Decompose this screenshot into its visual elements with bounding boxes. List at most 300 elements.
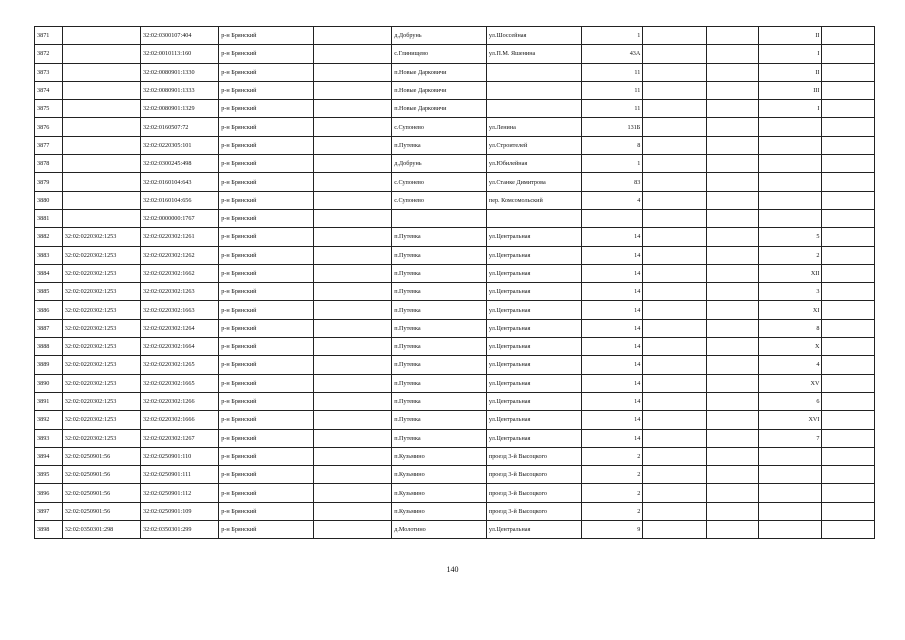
premises-cell: [758, 155, 822, 173]
extra-cell: [822, 155, 875, 173]
municipality-cell: [313, 100, 391, 118]
district-cell: р-н Брянский: [219, 173, 314, 191]
municipality-cell: [313, 209, 391, 227]
street-cell: ул.Центральная: [486, 338, 581, 356]
parent-cadastral-number-cell: 32:02:0250901:56: [62, 466, 140, 484]
building-cell: [643, 45, 707, 63]
district-cell: р-н Брянский: [219, 521, 314, 539]
district-cell: р-н Брянский: [219, 411, 314, 429]
parent-cadastral-number-cell: 32:02:0220302:1253: [62, 228, 140, 246]
parent-cadastral-number-cell: [62, 209, 140, 227]
table-row: [35, 447, 875, 465]
district-cell: р-н Брянский: [219, 338, 314, 356]
municipality-cell: [313, 502, 391, 520]
table-row: [35, 374, 875, 392]
parent-cadastral-number-cell: [62, 45, 140, 63]
row-number-cell: 3892: [35, 411, 63, 429]
row-number-cell: 3888: [35, 338, 63, 356]
house-cell: 4: [581, 191, 643, 209]
register-table: [34, 26, 875, 539]
district-cell: р-н Брянский: [219, 484, 314, 502]
street-cell: [486, 100, 581, 118]
table-row: [35, 45, 875, 63]
house-cell: 1: [581, 27, 643, 45]
extra-cell: [822, 429, 875, 447]
parent-cadastral-number-cell: [62, 173, 140, 191]
building-cell: [643, 521, 707, 539]
municipality-cell: [313, 246, 391, 264]
locality-cell: п.Путевка: [392, 356, 487, 374]
house-cell: 14: [581, 356, 643, 374]
extra-cell: [822, 447, 875, 465]
cadastral-number-cell: 32:02:0220302:1267: [141, 429, 219, 447]
cadastral-number-cell: 32:02:0220302:1662: [141, 264, 219, 282]
locality-cell: п.Кузьмино: [392, 447, 487, 465]
district-cell: р-н Брянский: [219, 392, 314, 410]
locality-cell: с.Глинищево: [392, 45, 487, 63]
street-cell: ул.Шоссейная: [486, 27, 581, 45]
parent-cadastral-number-cell: [62, 155, 140, 173]
structure-cell: [707, 319, 758, 337]
extra-cell: [822, 319, 875, 337]
extra-cell: [822, 173, 875, 191]
structure-cell: [707, 191, 758, 209]
structure-cell: [707, 155, 758, 173]
row-number-cell: 3894: [35, 447, 63, 465]
locality-cell: п.Путевка: [392, 392, 487, 410]
municipality-cell: [313, 27, 391, 45]
district-cell: р-н Брянский: [219, 246, 314, 264]
house-cell: 14: [581, 283, 643, 301]
table-row: [35, 264, 875, 282]
row-number-cell: 3896: [35, 484, 63, 502]
building-cell: [643, 301, 707, 319]
cadastral-number-cell: 32:02:0160507:72: [141, 118, 219, 136]
municipality-cell: [313, 63, 391, 81]
cadastral-number-cell: 32:02:0250901:109: [141, 502, 219, 520]
table-row: [35, 356, 875, 374]
structure-cell: [707, 502, 758, 520]
building-cell: [643, 319, 707, 337]
extra-cell: [822, 392, 875, 410]
locality-cell: п.Путевка: [392, 374, 487, 392]
parent-cadastral-number-cell: [62, 191, 140, 209]
house-cell: 14: [581, 374, 643, 392]
house-cell: [581, 209, 643, 227]
parent-cadastral-number-cell: 32:02:0350301:298: [62, 521, 140, 539]
cadastral-number-cell: 32:02:0220302:1262: [141, 246, 219, 264]
table-row: [35, 338, 875, 356]
table-row: [35, 484, 875, 502]
building-cell: [643, 155, 707, 173]
cadastral-number-cell: 32:02:0160104:643: [141, 173, 219, 191]
locality-cell: п.Путевка: [392, 411, 487, 429]
table-row: [35, 81, 875, 99]
municipality-cell: [313, 264, 391, 282]
locality-cell: п.Кузьмино: [392, 484, 487, 502]
table-row: [35, 283, 875, 301]
building-cell: [643, 356, 707, 374]
building-cell: [643, 338, 707, 356]
cadastral-number-cell: 32:02:0220302:1265: [141, 356, 219, 374]
table-row: [35, 246, 875, 264]
locality-cell: п.Путевка: [392, 283, 487, 301]
structure-cell: [707, 429, 758, 447]
district-cell: р-н Брянский: [219, 283, 314, 301]
locality-cell: п.Новые Дарковичи: [392, 63, 487, 81]
building-cell: [643, 63, 707, 81]
parent-cadastral-number-cell: 32:02:0220302:1253: [62, 301, 140, 319]
structure-cell: [707, 521, 758, 539]
extra-cell: [822, 338, 875, 356]
building-cell: [643, 429, 707, 447]
municipality-cell: [313, 484, 391, 502]
extra-cell: [822, 484, 875, 502]
parent-cadastral-number-cell: [62, 63, 140, 81]
cadastral-number-cell: 32:02:0250901:111: [141, 466, 219, 484]
premises-cell: I: [758, 45, 822, 63]
cadastral-number-cell: 32:02:0220305:101: [141, 136, 219, 154]
extra-cell: [822, 521, 875, 539]
cadastral-number-cell: 32:02:0080901:1330: [141, 63, 219, 81]
parent-cadastral-number-cell: 32:02:0220302:1253: [62, 429, 140, 447]
district-cell: р-н Брянский: [219, 191, 314, 209]
table-row: [35, 392, 875, 410]
parent-cadastral-number-cell: 32:02:0220302:1253: [62, 246, 140, 264]
house-cell: 14: [581, 228, 643, 246]
parent-cadastral-number-cell: [62, 118, 140, 136]
row-number-cell: 3886: [35, 301, 63, 319]
cadastral-number-cell: 32:02:0160104:656: [141, 191, 219, 209]
structure-cell: [707, 356, 758, 374]
table-row: [35, 319, 875, 337]
building-cell: [643, 173, 707, 191]
table-row: [35, 521, 875, 539]
cadastral-number-cell: 32:02:0350301:299: [141, 521, 219, 539]
structure-cell: [707, 484, 758, 502]
cadastral-number-cell: 32:02:0300107:404: [141, 27, 219, 45]
district-cell: р-н Брянский: [219, 264, 314, 282]
street-cell: проезд 3-й Высоцкого: [486, 484, 581, 502]
parent-cadastral-number-cell: 32:02:0220302:1253: [62, 356, 140, 374]
municipality-cell: [313, 429, 391, 447]
locality-cell: п.Путевка: [392, 228, 487, 246]
premises-cell: [758, 118, 822, 136]
row-number-cell: 3880: [35, 191, 63, 209]
extra-cell: [822, 191, 875, 209]
district-cell: р-н Брянский: [219, 209, 314, 227]
street-cell: проезд 3-й Высоцкого: [486, 502, 581, 520]
municipality-cell: [313, 447, 391, 465]
extra-cell: [822, 374, 875, 392]
structure-cell: [707, 392, 758, 410]
row-number-cell: 3885: [35, 283, 63, 301]
extra-cell: [822, 283, 875, 301]
structure-cell: [707, 173, 758, 191]
table-row: [35, 429, 875, 447]
table-row: [35, 173, 875, 191]
structure-cell: [707, 246, 758, 264]
district-cell: р-н Брянский: [219, 118, 314, 136]
building-cell: [643, 392, 707, 410]
structure-cell: [707, 447, 758, 465]
structure-cell: [707, 301, 758, 319]
extra-cell: [822, 118, 875, 136]
municipality-cell: [313, 228, 391, 246]
building-cell: [643, 100, 707, 118]
locality-cell: п.Путевка: [392, 429, 487, 447]
municipality-cell: [313, 301, 391, 319]
street-cell: [486, 81, 581, 99]
building-cell: [643, 27, 707, 45]
building-cell: [643, 209, 707, 227]
district-cell: р-н Брянский: [219, 81, 314, 99]
house-cell: 1: [581, 155, 643, 173]
house-cell: 14: [581, 264, 643, 282]
house-cell: 9: [581, 521, 643, 539]
parent-cadastral-number-cell: 32:02:0250901:56: [62, 484, 140, 502]
municipality-cell: [313, 392, 391, 410]
street-cell: ул.Центральная: [486, 374, 581, 392]
extra-cell: [822, 45, 875, 63]
district-cell: р-н Брянский: [219, 502, 314, 520]
cadastral-number-cell: 32:02:0250901:112: [141, 484, 219, 502]
row-number-cell: 3877: [35, 136, 63, 154]
table-row: [35, 191, 875, 209]
cadastral-number-cell: 32:02:0000000:1767: [141, 209, 219, 227]
extra-cell: [822, 136, 875, 154]
district-cell: р-н Брянский: [219, 447, 314, 465]
district-cell: р-н Брянский: [219, 45, 314, 63]
table-row: [35, 209, 875, 227]
street-cell: ул.Центральная: [486, 228, 581, 246]
table-body: [35, 27, 875, 539]
row-number-cell: 3887: [35, 319, 63, 337]
cadastral-number-cell: 32:02:0300245:498: [141, 155, 219, 173]
structure-cell: [707, 81, 758, 99]
row-number-cell: 3876: [35, 118, 63, 136]
house-cell: 14: [581, 246, 643, 264]
district-cell: р-н Брянский: [219, 429, 314, 447]
street-cell: ул.Центральная: [486, 264, 581, 282]
table-row: [35, 63, 875, 81]
extra-cell: [822, 356, 875, 374]
parent-cadastral-number-cell: 32:02:0220302:1253: [62, 264, 140, 282]
municipality-cell: [313, 319, 391, 337]
municipality-cell: [313, 356, 391, 374]
parent-cadastral-number-cell: [62, 100, 140, 118]
row-number-cell: 3873: [35, 63, 63, 81]
structure-cell: [707, 100, 758, 118]
district-cell: р-н Брянский: [219, 100, 314, 118]
premises-cell: 8: [758, 319, 822, 337]
premises-cell: 5: [758, 228, 822, 246]
building-cell: [643, 283, 707, 301]
building-cell: [643, 246, 707, 264]
extra-cell: [822, 411, 875, 429]
house-cell: 131Б: [581, 118, 643, 136]
cadastral-number-cell: 32:02:0220302:1264: [141, 319, 219, 337]
street-cell: [486, 209, 581, 227]
locality-cell: д.Добрунь: [392, 155, 487, 173]
structure-cell: [707, 466, 758, 484]
district-cell: р-н Брянский: [219, 466, 314, 484]
locality-cell: п.Новые Дарковичи: [392, 81, 487, 99]
municipality-cell: [313, 173, 391, 191]
row-number-cell: 3897: [35, 502, 63, 520]
extra-cell: [822, 264, 875, 282]
house-cell: 14: [581, 411, 643, 429]
parent-cadastral-number-cell: 32:02:0220302:1253: [62, 338, 140, 356]
row-number-cell: 3898: [35, 521, 63, 539]
street-cell: ул.Станке Димитрова: [486, 173, 581, 191]
district-cell: р-н Брянский: [219, 63, 314, 81]
street-cell: проезд 3-й Высоцкого: [486, 466, 581, 484]
premises-cell: 6: [758, 392, 822, 410]
premises-cell: [758, 209, 822, 227]
extra-cell: [822, 209, 875, 227]
building-cell: [643, 191, 707, 209]
row-number-cell: 3874: [35, 81, 63, 99]
structure-cell: [707, 283, 758, 301]
house-cell: 11: [581, 100, 643, 118]
premises-cell: XI: [758, 301, 822, 319]
parent-cadastral-number-cell: [62, 81, 140, 99]
row-number-cell: 3879: [35, 173, 63, 191]
parent-cadastral-number-cell: 32:02:0220302:1253: [62, 374, 140, 392]
premises-cell: III: [758, 81, 822, 99]
cadastral-number-cell: 32:02:0220302:1266: [141, 392, 219, 410]
house-cell: 43А: [581, 45, 643, 63]
structure-cell: [707, 209, 758, 227]
row-number-cell: 3871: [35, 27, 63, 45]
street-cell: ул.Центральная: [486, 319, 581, 337]
extra-cell: [822, 228, 875, 246]
row-number-cell: 3883: [35, 246, 63, 264]
building-cell: [643, 136, 707, 154]
table-row: [35, 155, 875, 173]
cadastral-number-cell: 32:02:0220302:1263: [141, 283, 219, 301]
locality-cell: п.Путевка: [392, 246, 487, 264]
table-row: [35, 228, 875, 246]
building-cell: [643, 81, 707, 99]
house-cell: 2: [581, 484, 643, 502]
street-cell: ул.Центральная: [486, 429, 581, 447]
parent-cadastral-number-cell: [62, 136, 140, 154]
street-cell: ул.Центральная: [486, 301, 581, 319]
house-cell: 11: [581, 63, 643, 81]
parent-cadastral-number-cell: 32:02:0250901:56: [62, 502, 140, 520]
table-row: [35, 118, 875, 136]
premises-cell: 3: [758, 283, 822, 301]
premises-cell: II: [758, 27, 822, 45]
cadastral-number-cell: 32:02:0220302:1665: [141, 374, 219, 392]
parent-cadastral-number-cell: [62, 27, 140, 45]
row-number-cell: 3891: [35, 392, 63, 410]
street-cell: [486, 63, 581, 81]
extra-cell: [822, 81, 875, 99]
street-cell: проезд 3-й Высоцкого: [486, 447, 581, 465]
cadastral-number-cell: 32:02:0220302:1663: [141, 301, 219, 319]
table-row: [35, 27, 875, 45]
table-row: [35, 100, 875, 118]
row-number-cell: 3895: [35, 466, 63, 484]
building-cell: [643, 118, 707, 136]
premises-cell: [758, 191, 822, 209]
row-number-cell: 3890: [35, 374, 63, 392]
municipality-cell: [313, 136, 391, 154]
structure-cell: [707, 374, 758, 392]
house-cell: 14: [581, 429, 643, 447]
street-cell: ул.Ленина: [486, 118, 581, 136]
parent-cadastral-number-cell: 32:02:0220302:1253: [62, 283, 140, 301]
parent-cadastral-number-cell: 32:02:0220302:1253: [62, 319, 140, 337]
row-number-cell: 3882: [35, 228, 63, 246]
street-cell: ул.Центральная: [486, 521, 581, 539]
municipality-cell: [313, 466, 391, 484]
premises-cell: XV: [758, 374, 822, 392]
table-row: [35, 136, 875, 154]
locality-cell: п.Путевка: [392, 264, 487, 282]
extra-cell: [822, 100, 875, 118]
cadastral-number-cell: 32:02:0010113:160: [141, 45, 219, 63]
municipality-cell: [313, 81, 391, 99]
cadastral-number-cell: 32:02:0220302:1666: [141, 411, 219, 429]
premises-cell: XVI: [758, 411, 822, 429]
premises-cell: [758, 484, 822, 502]
house-cell: 2: [581, 502, 643, 520]
street-cell: ул.Центральная: [486, 283, 581, 301]
street-cell: ул.Центральная: [486, 411, 581, 429]
locality-cell: п.Путевка: [392, 136, 487, 154]
row-number-cell: 3872: [35, 45, 63, 63]
district-cell: р-н Брянский: [219, 27, 314, 45]
district-cell: р-н Брянский: [219, 319, 314, 337]
municipality-cell: [313, 338, 391, 356]
premises-cell: XII: [758, 264, 822, 282]
locality-cell: п.Путевка: [392, 319, 487, 337]
premises-cell: [758, 173, 822, 191]
street-cell: ул.Центральная: [486, 356, 581, 374]
municipality-cell: [313, 411, 391, 429]
district-cell: р-н Брянский: [219, 155, 314, 173]
locality-cell: п.Кузьмино: [392, 502, 487, 520]
extra-cell: [822, 301, 875, 319]
municipality-cell: [313, 374, 391, 392]
building-cell: [643, 228, 707, 246]
structure-cell: [707, 338, 758, 356]
building-cell: [643, 411, 707, 429]
building-cell: [643, 447, 707, 465]
municipality-cell: [313, 118, 391, 136]
locality-cell: п.Путевка: [392, 338, 487, 356]
premises-cell: II: [758, 63, 822, 81]
premises-cell: I: [758, 100, 822, 118]
locality-cell: п.Путевка: [392, 301, 487, 319]
row-number-cell: 3893: [35, 429, 63, 447]
district-cell: р-н Брянский: [219, 356, 314, 374]
structure-cell: [707, 118, 758, 136]
municipality-cell: [313, 45, 391, 63]
cadastral-number-cell: 32:02:0080901:1333: [141, 81, 219, 99]
locality-cell: с.Супонево: [392, 173, 487, 191]
house-cell: 2: [581, 447, 643, 465]
cadastral-number-cell: 32:02:0250901:110: [141, 447, 219, 465]
street-cell: ул.Строителей: [486, 136, 581, 154]
parent-cadastral-number-cell: 32:02:0220302:1253: [62, 411, 140, 429]
district-cell: р-н Брянский: [219, 228, 314, 246]
municipality-cell: [313, 155, 391, 173]
